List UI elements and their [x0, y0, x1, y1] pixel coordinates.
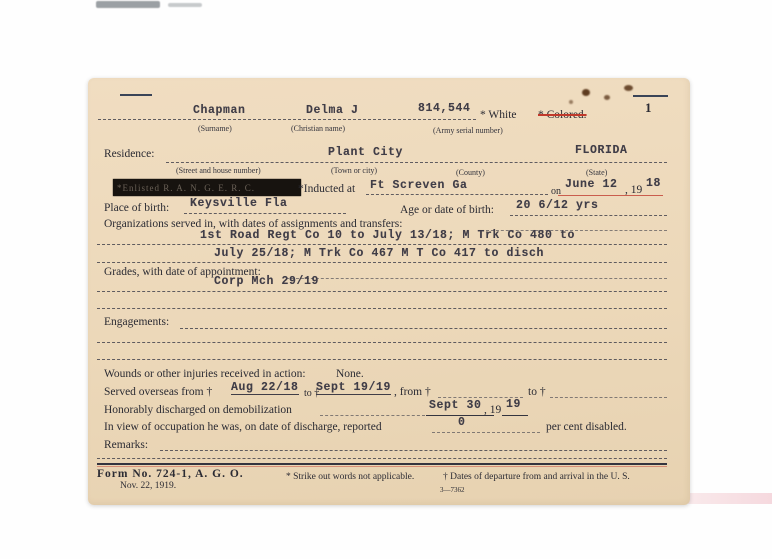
dotted-rule: [160, 450, 667, 451]
year-19-label: , 19: [625, 184, 643, 196]
disability-label: In view of occupation he was, on date of discharge, reported: [104, 421, 382, 433]
place-of-birth-value: Keysville Fla: [190, 197, 288, 210]
place-of-birth-label: Place of birth:: [104, 202, 170, 214]
organizations-line2: July 25/18; M Trk Co 467 M T Co 417 to disch: [214, 247, 545, 260]
disability-value: 0: [458, 416, 466, 429]
corner-mark-right: [633, 95, 668, 97]
organizations-line1: 1st Road Regt Co 10 to July 13/18; M Trk Co 480 to: [200, 229, 576, 242]
organizations-label: Organizations served in, with dates of assignments and transfers:: [104, 218, 403, 230]
christian-name-caption: (Christian name): [291, 124, 345, 133]
discharge-date-value: Sept 30: [429, 399, 482, 412]
dotted-rule: [366, 194, 548, 195]
redacted-enlisted-text: *Enlisted R. A. N. G. E. R. C.: [113, 179, 301, 196]
county-caption: (County): [456, 168, 485, 177]
ink-stain: [569, 100, 573, 104]
footnote-strike: * Strike out words not applicable.: [286, 472, 415, 482]
overseas-to2-label: to †: [528, 386, 546, 398]
scan-fragment-bottom-right: [688, 493, 772, 504]
service-record-card: [88, 78, 690, 505]
scan-fragment-top-2: [168, 3, 202, 7]
on-label: on: [551, 186, 561, 197]
race-white-label: * White: [480, 109, 517, 121]
footer-separator-tint: [97, 466, 667, 467]
dotted-rule: [97, 262, 667, 263]
scan-fragment-top: [96, 1, 160, 8]
discharge-year-value: 19: [506, 398, 522, 411]
serial-number-value: 814,544: [418, 102, 471, 115]
town-caption: (Town or city): [331, 166, 378, 175]
ink-stain: [604, 95, 610, 100]
dotted-rule: [510, 215, 667, 216]
ink-stain: [624, 85, 633, 91]
corner-mark-left: [120, 94, 152, 96]
typed-underline: [502, 415, 528, 416]
red-underline: [558, 195, 663, 196]
dotted-rule: [97, 291, 667, 292]
engagements-label: Engagements:: [104, 316, 170, 328]
wounds-label: Wounds or other injuries received in action:: [104, 368, 306, 380]
grades-label: Grades, with date of appointment:: [104, 266, 261, 278]
dotted-rule: [286, 278, 667, 279]
dotted-rule: [97, 244, 667, 245]
induction-date-value: June 12: [565, 178, 618, 191]
induction-year-value: 18: [646, 177, 662, 190]
dotted-rule: [98, 119, 476, 120]
inducted-at-label: *Inducted at: [298, 183, 356, 195]
dotted-rule: [166, 162, 667, 163]
overseas-from-value: Aug 22/18: [231, 381, 299, 394]
form-number: Form No. 724-1, A. G. O.: [97, 468, 244, 480]
wounds-value: None.: [336, 368, 364, 380]
surname-value: Chapman: [193, 104, 246, 117]
state-value: FLORIDA: [575, 144, 628, 157]
disability-suffix: per cent disabled.: [546, 421, 627, 433]
town-value: Plant City: [328, 146, 404, 159]
grades-value: Corp Mch 29/19: [214, 275, 320, 288]
dotted-rule: [180, 328, 667, 329]
footnote-dagger: † Dates of departure from and arrival in the U. S.: [443, 472, 630, 482]
dotted-rule: [97, 359, 667, 360]
overseas-to-value: Sept 19/19: [316, 381, 392, 394]
dotted-rule: [184, 213, 346, 214]
surname-caption: (Surname): [198, 124, 232, 133]
inducted-place-value: Ft Screven Ga: [370, 179, 468, 192]
dotted-rule: [97, 342, 667, 343]
struck-text: * Colored.: [538, 109, 587, 121]
form-date: Nov. 22, 1919.: [120, 481, 177, 491]
dotted-rule: [432, 432, 540, 433]
overseas-from-label: Served overseas from †: [104, 386, 213, 398]
discharge-19-label: , 19: [484, 404, 502, 416]
state-caption: (State): [586, 168, 608, 177]
dotted-rule: [550, 397, 667, 398]
dotted-rule: [97, 458, 667, 459]
residence-label: Residence:: [104, 148, 155, 160]
overseas-from2-label: , from †: [394, 386, 431, 398]
dotted-rule: [320, 415, 425, 416]
age-value: 20 6/12 yrs: [516, 199, 599, 212]
dotted-rule: [97, 308, 667, 309]
print-code: 3—7362: [440, 486, 465, 494]
race-colored-label: [538, 109, 587, 121]
remarks-label: Remarks:: [104, 439, 149, 451]
street-caption: (Street and house number): [176, 166, 261, 175]
footer-separator-line: [97, 463, 667, 465]
overseas-to-label: to †: [304, 388, 320, 399]
page-number: 1: [645, 100, 652, 115]
christian-name-value: Delma J: [306, 104, 359, 117]
age-label: Age or date of birth:: [400, 204, 494, 216]
ink-stain: [582, 89, 590, 96]
serial-number-caption: (Army serial number): [433, 126, 503, 135]
discharge-label: Honorably discharged on demobilization: [104, 404, 292, 416]
